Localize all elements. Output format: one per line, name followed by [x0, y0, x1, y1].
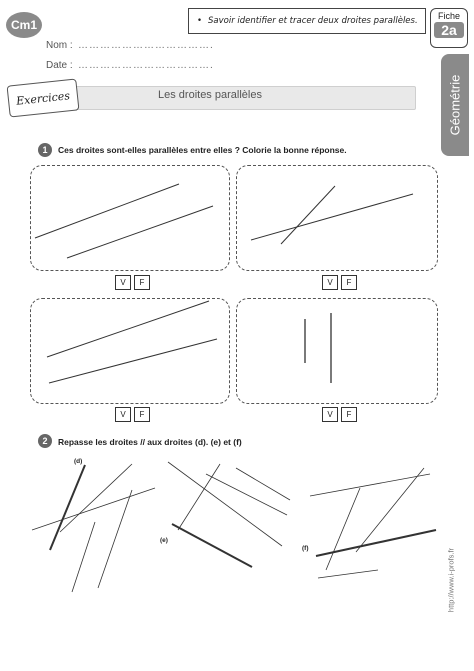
line [49, 339, 217, 383]
line [236, 468, 290, 500]
exercise1-card-3 [30, 298, 230, 404]
line-d [50, 465, 85, 550]
site-url-text: http://www.i-profs.fr [446, 547, 456, 613]
card-4-answer [322, 407, 357, 422]
site-url [444, 500, 458, 660]
objective-box [188, 8, 426, 34]
card-1-lines [31, 166, 229, 270]
card-2-lines [237, 166, 437, 270]
line [310, 474, 430, 496]
line [72, 522, 95, 592]
false-box[interactable]: F [341, 407, 357, 422]
false-box[interactable]: F [134, 407, 150, 422]
line-e [172, 524, 252, 567]
level-badge: Cm1 [6, 12, 42, 38]
line [47, 301, 209, 357]
line [98, 490, 132, 588]
exercise2-number: 2 [38, 434, 52, 448]
objective-text: Savoir identifier et tracer deux droites parallèles. [208, 16, 418, 26]
false-box[interactable]: F [341, 275, 357, 290]
true-box[interactable]: V [322, 407, 338, 422]
objective-bullet: • [197, 16, 203, 26]
exercise2-drawing [0, 450, 440, 600]
label-d: (d) [74, 458, 83, 465]
date-field[interactable]: ………………………………. [78, 60, 214, 71]
fiche-badge [430, 8, 468, 48]
label-f: (f) [302, 545, 309, 552]
fiche-label: Fiche [437, 11, 460, 21]
false-box[interactable]: F [134, 275, 150, 290]
subject-tab-label: Géométrie [447, 74, 463, 136]
exercise1-card-1 [30, 165, 230, 271]
exercise1-card-2 [236, 165, 438, 271]
line [318, 570, 378, 578]
card-3-lines [31, 299, 229, 403]
exercise1-card-4 [236, 298, 438, 404]
fiche-code: 2a [434, 22, 464, 38]
true-box[interactable]: V [115, 275, 131, 290]
exercices-logo: Exercices [7, 78, 80, 117]
label-e: (e) [160, 537, 168, 544]
card-1-answer [115, 275, 150, 290]
page-title: Les droites parallèles [158, 89, 262, 101]
subject-tab [441, 54, 469, 156]
exercise1-instruction: Ces droites sont-elles parallèles entre elles ? Colorie la bonne réponse. [58, 145, 347, 155]
line [281, 186, 335, 244]
nom-label: Nom : [46, 40, 73, 51]
exercise1-number: 1 [38, 143, 52, 157]
line [67, 206, 213, 258]
date-label: Date : [46, 60, 73, 71]
line-f [316, 530, 436, 556]
line [326, 488, 360, 570]
line [251, 194, 413, 240]
line [35, 184, 179, 238]
exercise2-instruction: Repasse les droites // aux droites (d). (e) et (f) [58, 437, 242, 447]
true-box[interactable]: V [115, 407, 131, 422]
line [206, 474, 287, 515]
true-box[interactable]: V [322, 275, 338, 290]
card-3-answer [115, 407, 150, 422]
card-4-lines [237, 299, 437, 403]
card-2-answer [322, 275, 357, 290]
line [32, 488, 155, 530]
nom-field[interactable]: ………………………………. [78, 40, 214, 51]
